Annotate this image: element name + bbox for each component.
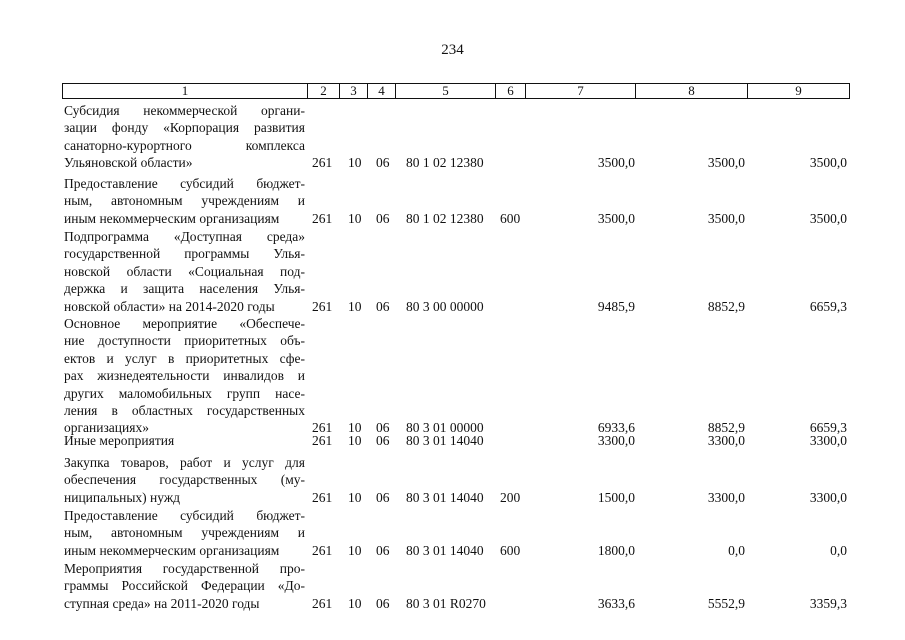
table-header-col-1: 1 — [62, 83, 308, 99]
cell-sum-col9: 3500,0 — [809, 155, 847, 171]
cell-subsection: 06 — [376, 595, 390, 611]
row-description-line: Ульяновской области» — [64, 155, 193, 171]
row-description-line: Иные мероприятия — [64, 433, 175, 448]
table-header-col-7: 7 — [526, 83, 636, 99]
cell-sum-col8: 8852,9 — [707, 420, 745, 436]
cell-sum-col9: 3500,0 — [809, 210, 847, 226]
row-description-line: санаторно-курортного комплекса — [64, 137, 305, 153]
row-description-line: Предоставление субсидий бюджет- — [64, 176, 305, 191]
cell-section: 10 — [348, 298, 362, 314]
cell-expense-type: 200 — [500, 489, 521, 505]
cell-ministry: 261 — [312, 155, 333, 171]
row-description-line: Предоставление субсидий бюджет- — [64, 508, 305, 523]
row-description-line: ниципальных) нужд — [64, 489, 181, 505]
row-description-line: Подпрограмма «Доступная среда» — [64, 229, 305, 244]
cell-section: 10 — [348, 595, 362, 611]
cell-sum-col8: 3500,0 — [707, 155, 745, 171]
cell-target-article: 80 1 02 12380 — [406, 155, 484, 171]
cell-ministry: 261 — [312, 595, 333, 611]
row-description-line: ным, автономным учреждениям и — [64, 193, 305, 209]
row-description-line: новской области» на 2014-2020 годы — [64, 298, 275, 314]
cell-target-article: 80 3 01 14040 — [406, 433, 484, 448]
cell-ministry: 261 — [312, 433, 333, 448]
cell-sum-col7: 3500,0 — [597, 155, 635, 171]
cell-section: 10 — [348, 155, 362, 171]
row-description-line: ние доступности приоритетных объ- — [64, 333, 305, 349]
cell-sum-col9: 6659,3 — [809, 298, 847, 314]
cell-ministry: 261 — [312, 489, 333, 505]
cell-ministry: 261 — [312, 542, 333, 558]
cell-sum-col9: 3359,3 — [809, 595, 847, 611]
cell-section: 10 — [348, 433, 362, 448]
cell-target-article: 80 1 02 12380 — [406, 210, 484, 226]
cell-sum-col7: 3500,0 — [597, 210, 635, 226]
row-description-line: Субсидия некоммерческой органи- — [64, 103, 305, 118]
row-description-line: рах жизнедеятельности инвалидов и — [64, 368, 305, 384]
row-description-line: ления в областных государственных — [64, 403, 305, 418]
row-description-line: Основное мероприятие «Обеспече- — [64, 316, 305, 331]
cell-sum-col8: 8852,9 — [707, 298, 745, 314]
row-description-line: ектов и услуг в приоритетных сфе- — [64, 350, 305, 366]
row-description-line: Закупка товаров, работ и услуг для — [64, 455, 305, 470]
row-description-line: граммы Российской Федерации «До- — [64, 578, 305, 594]
cell-expense-type: 600 — [500, 542, 521, 558]
row-description-line: государственной программы Улья- — [64, 246, 305, 262]
cell-target-article: 80 3 01 R0270 — [406, 595, 486, 611]
row-description-line: обеспечения государственных (му- — [64, 472, 305, 488]
cell-subsection: 06 — [376, 210, 390, 226]
row-description-line: Мероприятия государственной про- — [64, 561, 305, 576]
cell-sum-col7: 3633,6 — [597, 595, 635, 611]
cell-sum-col7: 3300,0 — [597, 433, 635, 448]
cell-sum-col9: 3300,0 — [809, 433, 847, 448]
table-header-col-8: 8 — [636, 83, 748, 99]
cell-sum-col8: 3300,0 — [707, 433, 745, 448]
cell-ministry: 261 — [312, 298, 333, 314]
cell-section: 10 — [348, 542, 362, 558]
cell-sum-col9: 6659,3 — [809, 420, 847, 436]
cell-subsection: 06 — [376, 420, 390, 436]
cell-target-article: 80 3 01 14040 — [406, 542, 484, 558]
cell-sum-col7: 9485,9 — [597, 298, 635, 314]
cell-target-article: 80 3 00 00000 — [406, 298, 484, 314]
table-header-col-9: 9 — [748, 83, 850, 99]
row-description-line: иным некоммерческим организациям — [64, 542, 280, 558]
table-header-col-3: 3 — [340, 83, 368, 99]
cell-section: 10 — [348, 420, 362, 436]
row-description-line: ным, автономным учреждениям и — [64, 525, 305, 541]
row-description-line: организациях» — [64, 420, 149, 436]
cell-ministry: 261 — [312, 210, 333, 226]
row-description-line: других маломобильных групп насе- — [64, 385, 305, 401]
cell-sum-col8: 3500,0 — [707, 210, 745, 226]
cell-section: 10 — [348, 489, 362, 505]
cell-target-article: 80 3 01 00000 — [406, 420, 484, 436]
table-header-col-6: 6 — [496, 83, 526, 99]
cell-subsection: 06 — [376, 489, 390, 505]
row-description-line: зации фонду «Корпорация развития — [64, 120, 305, 136]
cell-expense-type: 600 — [500, 210, 521, 226]
row-description-line: держка и защита населения Улья- — [64, 281, 305, 297]
cell-sum-col7: 6933,6 — [597, 420, 635, 436]
cell-subsection: 06 — [376, 433, 390, 448]
cell-target-article: 80 3 01 14040 — [406, 489, 484, 505]
table-header-col-2: 2 — [308, 83, 340, 99]
cell-sum-col7: 1500,0 — [597, 489, 635, 505]
cell-section: 10 — [348, 210, 362, 226]
cell-sum-col7: 1800,0 — [597, 542, 635, 558]
page-number: 234 — [441, 42, 464, 58]
cell-sum-col9: 0,0 — [830, 542, 847, 558]
table-header-col-5: 5 — [396, 83, 496, 99]
cell-ministry: 261 — [312, 420, 333, 436]
cell-subsection: 06 — [376, 542, 390, 558]
row-description-line: новской области «Социальная под- — [64, 263, 305, 279]
cell-sum-col9: 3300,0 — [809, 489, 847, 505]
cell-subsection: 06 — [376, 298, 390, 314]
row-description-line: ступная среда» на 2011-2020 годы — [64, 595, 260, 611]
cell-sum-col8: 5552,9 — [707, 595, 745, 611]
table-header-col-4: 4 — [368, 83, 396, 99]
row-description-line: иным некоммерческим организациям — [64, 210, 280, 226]
cell-sum-col8: 0,0 — [728, 542, 745, 558]
cell-subsection: 06 — [376, 155, 390, 171]
cell-sum-col8: 3300,0 — [707, 489, 745, 505]
